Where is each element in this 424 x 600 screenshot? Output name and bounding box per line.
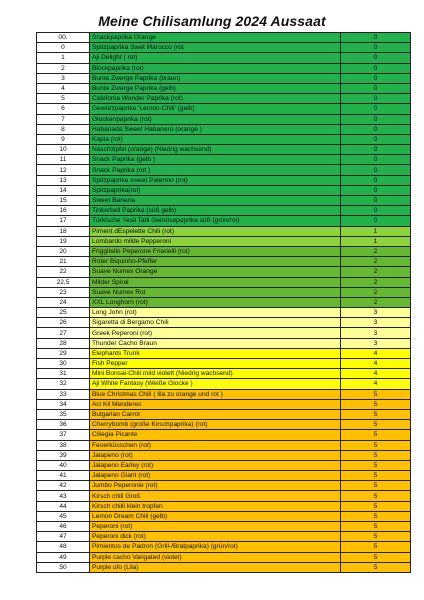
variety-name-cell: Türkische Yesil Tatli Gemüsepaprika süß (grün/rot) (90, 216, 341, 226)
variety-name-cell: Friggitello Peperone Friarielli (rot) (90, 246, 341, 256)
heat-level-cell: 0 (341, 33, 411, 43)
heat-level-cell: 0 (341, 94, 411, 104)
row-number-cell: 6 (37, 104, 90, 114)
table-row (37, 399, 411, 409)
heat-level-cell: 5 (341, 389, 411, 399)
table-row (37, 53, 411, 63)
heat-level-cell: 5 (341, 522, 411, 532)
heat-level-cell: 1 (341, 236, 411, 246)
variety-name-cell: Gewürzpaprika 'Lemon-Chili' (gelb) (90, 104, 341, 114)
variety-name-cell: Habanada Sweet Habanero (orange ) (90, 124, 341, 134)
table-row (37, 63, 411, 73)
heat-level-cell: 0 (341, 114, 411, 124)
row-number-cell: 18 (37, 226, 90, 236)
variety-name-cell: Feuerküsschen (rot) (90, 440, 341, 450)
heat-level-cell: 5 (341, 501, 411, 511)
heat-level-cell: 5 (341, 450, 411, 460)
row-number-cell: 31 (37, 369, 90, 379)
heat-level-cell: 0 (341, 165, 411, 175)
variety-name-cell: Jalapeno Giant (rot) (90, 471, 341, 481)
row-number-cell: 13 (37, 175, 90, 185)
heat-level-cell: 5 (341, 511, 411, 521)
heat-level-cell: 2 (341, 277, 411, 287)
table-row (37, 338, 411, 348)
chili-table-body (37, 33, 411, 573)
variety-name-cell: Piment dEspelette Chili (rot) (90, 226, 341, 236)
variety-name-cell: Spitzpaprika(rot) (90, 185, 341, 195)
row-number-cell: 21 (37, 257, 90, 267)
row-number-cell: 8 (37, 124, 90, 134)
variety-name-cell: Aji Delight ( rot) (90, 53, 341, 63)
heat-level-cell: 5 (341, 552, 411, 562)
variety-name-cell: XXL Longhorn (rot) (90, 297, 341, 307)
heat-level-cell: 0 (341, 73, 411, 83)
variety-name-cell: Milder Spiral (90, 277, 341, 287)
row-number-cell: 29 (37, 348, 90, 358)
variety-name-cell: Purple cacho Varigated (violet) (90, 552, 341, 562)
row-number-cell: 16 (37, 206, 90, 216)
row-number-cell: 9 (37, 134, 90, 144)
row-number-cell: 25 (37, 308, 90, 318)
table-row (37, 246, 411, 256)
row-number-cell: 30 (37, 359, 90, 369)
row-number-cell: 46 (37, 522, 90, 532)
heat-level-cell: 5 (341, 481, 411, 491)
heat-level-cell: 5 (341, 562, 411, 572)
table-row (37, 409, 411, 419)
variety-name-cell: Roter Biquinho-Pfeffer (90, 257, 341, 267)
row-number-cell: 14 (37, 185, 90, 195)
row-number-cell: 7 (37, 114, 90, 124)
heat-level-cell: 4 (341, 379, 411, 389)
table-row (37, 287, 411, 297)
variety-name-cell: Kapia (rot) (90, 134, 341, 144)
row-number-cell: 35 (37, 409, 90, 419)
variety-name-cell: Cherrybomb (große Kirschpaprika) (rot) (90, 420, 341, 430)
table-row (37, 297, 411, 307)
table-row (37, 440, 411, 450)
variety-name-cell: Ciliegia Picante (90, 430, 341, 440)
row-number-cell: 44 (37, 501, 90, 511)
chili-table (36, 32, 411, 573)
heat-level-cell: 5 (341, 471, 411, 481)
page-title: Meine Chilisamlung 2024 Aussaat (98, 13, 326, 29)
heat-level-cell: 5 (341, 399, 411, 409)
row-number-cell: 0 (37, 43, 90, 53)
heat-level-cell: 5 (341, 532, 411, 542)
heat-level-cell: 2 (341, 257, 411, 267)
table-row (37, 511, 411, 521)
variety-name-cell: Kirsch chilli klein tropfen (90, 501, 341, 511)
row-number-cell: 38 (37, 440, 90, 450)
table-row (37, 491, 411, 501)
row-number-cell: 50 (37, 562, 90, 572)
row-number-cell: 28 (37, 338, 90, 348)
table-row (37, 216, 411, 226)
table-row (37, 552, 411, 562)
variety-name-cell: Spitzpaprika sweet Palermo (rot) (90, 175, 341, 185)
table-row (37, 134, 411, 144)
heat-level-cell: 0 (341, 196, 411, 206)
row-number-cell: 17 (37, 216, 90, 226)
row-number-cell: 33 (37, 389, 90, 399)
row-number-cell: 47 (37, 532, 90, 542)
table-row (37, 124, 411, 134)
variety-name-cell: Calefonia Wonder Paprika (rot) (90, 94, 341, 104)
heat-level-cell: 0 (341, 63, 411, 73)
variety-name-cell: Long John (rot) (90, 308, 341, 318)
table-row (37, 145, 411, 155)
table-row (37, 359, 411, 369)
table-row (37, 257, 411, 267)
variety-name-cell: Mini Bonsai-Chili mild violett (Niedrig wachsend) (90, 369, 341, 379)
variety-name-cell: Greek Peperoni (rot) (90, 328, 341, 338)
row-number-cell: 45 (37, 511, 90, 521)
table-row (37, 562, 411, 572)
row-number-cell: 26 (37, 318, 90, 328)
variety-name-cell: Naschzipfel (orange) (Niedrig wachsend) (90, 145, 341, 155)
heat-level-cell: 0 (341, 155, 411, 165)
heat-level-cell: 2 (341, 267, 411, 277)
heat-level-cell: 0 (341, 206, 411, 216)
heat-level-cell: 0 (341, 216, 411, 226)
table-row (37, 389, 411, 399)
row-number-cell: 19 (37, 236, 90, 246)
table-row (37, 542, 411, 552)
heat-level-cell: 4 (341, 348, 411, 358)
heat-level-cell: 5 (341, 491, 411, 501)
row-number-cell: 39 (37, 450, 90, 460)
variety-name-cell: Purple ufo (Lila) (90, 562, 341, 572)
heat-level-cell: 2 (341, 287, 411, 297)
row-number-cell: 20 (37, 246, 90, 256)
table-row (37, 308, 411, 318)
row-number-cell: 11 (37, 155, 90, 165)
table-row (37, 460, 411, 470)
row-number-cell: 00. (37, 33, 90, 43)
variety-name-cell: Lombardo milde Pepperoni (90, 236, 341, 246)
table-row (37, 369, 411, 379)
variety-name-cell: Jalapeno Earley (rot) (90, 460, 341, 470)
row-number-cell: 2 (37, 63, 90, 73)
table-row (37, 94, 411, 104)
heat-level-cell: 1 (341, 226, 411, 236)
table-row (37, 501, 411, 511)
table-row (37, 73, 411, 83)
table-row (37, 471, 411, 481)
table-row (37, 277, 411, 287)
heat-level-cell: 4 (341, 359, 411, 369)
table-row (37, 43, 411, 53)
row-number-cell: 41 (37, 471, 90, 481)
row-number-cell: 27 (37, 328, 90, 338)
row-number-cell: 43 (37, 491, 90, 501)
variety-name-cell: Bunte Zwerge Paprika (gelb) (90, 83, 341, 93)
variety-name-cell: Aji White Fantasy (Weiße Glocke ) (90, 379, 341, 389)
heat-level-cell: 5 (341, 420, 411, 430)
table-row (37, 165, 411, 175)
row-number-cell: 23 (37, 287, 90, 297)
row-number-cell: 42 (37, 481, 90, 491)
row-number-cell: 24 (37, 297, 90, 307)
variety-name-cell: Blue Christmas Chili ( lila zu orange und rot ) (90, 389, 341, 399)
variety-name-cell: Suave Numex Rot (90, 287, 341, 297)
row-number-cell: 3 (37, 73, 90, 83)
variety-name-cell: Fish Pepper (90, 359, 341, 369)
variety-name-cell: Peperoni (rot) (90, 522, 341, 532)
heat-level-cell: 3 (341, 328, 411, 338)
heat-level-cell: 3 (341, 318, 411, 328)
row-number-cell: 4 (37, 83, 90, 93)
heat-level-cell: 0 (341, 104, 411, 114)
variety-name-cell: Glockenpaprika (rot) (90, 114, 341, 124)
row-number-cell: 12 (37, 165, 90, 175)
row-number-cell: 1 (37, 53, 90, 63)
row-number-cell: 49 (37, 552, 90, 562)
row-number-cell: 48 (37, 542, 90, 552)
table-row (37, 175, 411, 185)
variety-name-cell: Sigaretta di Bergamo Chili (90, 318, 341, 328)
variety-name-cell: Elephants Trunk (90, 348, 341, 358)
variety-name-cell: Aci Kil Menderes (90, 399, 341, 409)
heat-level-cell: 5 (341, 460, 411, 470)
heat-level-cell: 2 (341, 297, 411, 307)
heat-level-cell: 3 (341, 338, 411, 348)
row-number-cell: 15 (37, 196, 90, 206)
row-number-cell: 32 (37, 379, 90, 389)
table-row (37, 450, 411, 460)
heat-level-cell: 2 (341, 246, 411, 256)
variety-name-cell: Pimientos de Padron (Grill-/Bratpaprika) (grün/rot) (90, 542, 341, 552)
row-number-cell: 40 (37, 460, 90, 470)
heat-level-cell: 0 (341, 175, 411, 185)
variety-name-cell: Bulgarian Carrot (90, 409, 341, 419)
heat-level-cell: 0 (341, 53, 411, 63)
row-number-cell: 5 (37, 94, 90, 104)
heat-level-cell: 0 (341, 124, 411, 134)
heat-level-cell: 0 (341, 83, 411, 93)
table-row (37, 236, 411, 246)
row-number-cell: 37 (37, 430, 90, 440)
table-row (37, 185, 411, 195)
table-row (37, 481, 411, 491)
table-row (37, 267, 411, 277)
variety-name-cell: Snack Paprika (rot ) (90, 165, 341, 175)
table-row (37, 522, 411, 532)
variety-name-cell: Suave Numex Orange (90, 267, 341, 277)
table-row (37, 33, 411, 43)
variety-name-cell: Jumbo Peperonie (rot) (90, 481, 341, 491)
table-row (37, 226, 411, 236)
variety-name-cell: Thunder Cacho Braun (90, 338, 341, 348)
row-number-cell: 10 (37, 145, 90, 155)
table-row (37, 114, 411, 124)
row-number-cell: 34 (37, 399, 90, 409)
row-number-cell: 36 (37, 420, 90, 430)
heat-level-cell: 5 (341, 409, 411, 419)
row-number-cell: 22,5 (37, 277, 90, 287)
variety-name-cell: Spitzpaprika Swet Marocco (rot (90, 43, 341, 53)
table-row (37, 206, 411, 216)
table-row (37, 328, 411, 338)
heat-level-cell: 0 (341, 134, 411, 144)
variety-name-cell: Jalapeno (rot) (90, 450, 341, 460)
row-number-cell: 22 (37, 267, 90, 277)
table-row (37, 532, 411, 542)
variety-name-cell: Snack Paprika (gelb ) (90, 155, 341, 165)
variety-name-cell: Blockpaprika (rot) (90, 63, 341, 73)
variety-name-cell: Sweet Banana (90, 196, 341, 206)
table-row (37, 379, 411, 389)
heat-level-cell: 5 (341, 542, 411, 552)
heat-level-cell: 3 (341, 308, 411, 318)
variety-name-cell: Kirsch chili Groß (90, 491, 341, 501)
table-row (37, 318, 411, 328)
table-row (37, 348, 411, 358)
heat-level-cell: 4 (341, 369, 411, 379)
table-row (37, 83, 411, 93)
table-row (37, 196, 411, 206)
heat-level-cell: 5 (341, 430, 411, 440)
variety-name-cell: Bunte Zwerge Paprika (braun) (90, 73, 341, 83)
heat-level-cell: 5 (341, 440, 411, 450)
variety-name-cell: Tinkerbell Paprika (süß gelb) (90, 206, 341, 216)
table-row (37, 420, 411, 430)
heat-level-cell: 0 (341, 185, 411, 195)
heat-level-cell: 0 (341, 145, 411, 155)
table-row (37, 155, 411, 165)
variety-name-cell: Snackpaprika Orange (90, 33, 341, 43)
heat-level-cell: 0 (341, 43, 411, 53)
variety-name-cell: Peperoni dick (rot) (90, 532, 341, 542)
variety-name-cell: Lemon Dream Chili (gelb) (90, 511, 341, 521)
table-row (37, 430, 411, 440)
table-row (37, 104, 411, 114)
